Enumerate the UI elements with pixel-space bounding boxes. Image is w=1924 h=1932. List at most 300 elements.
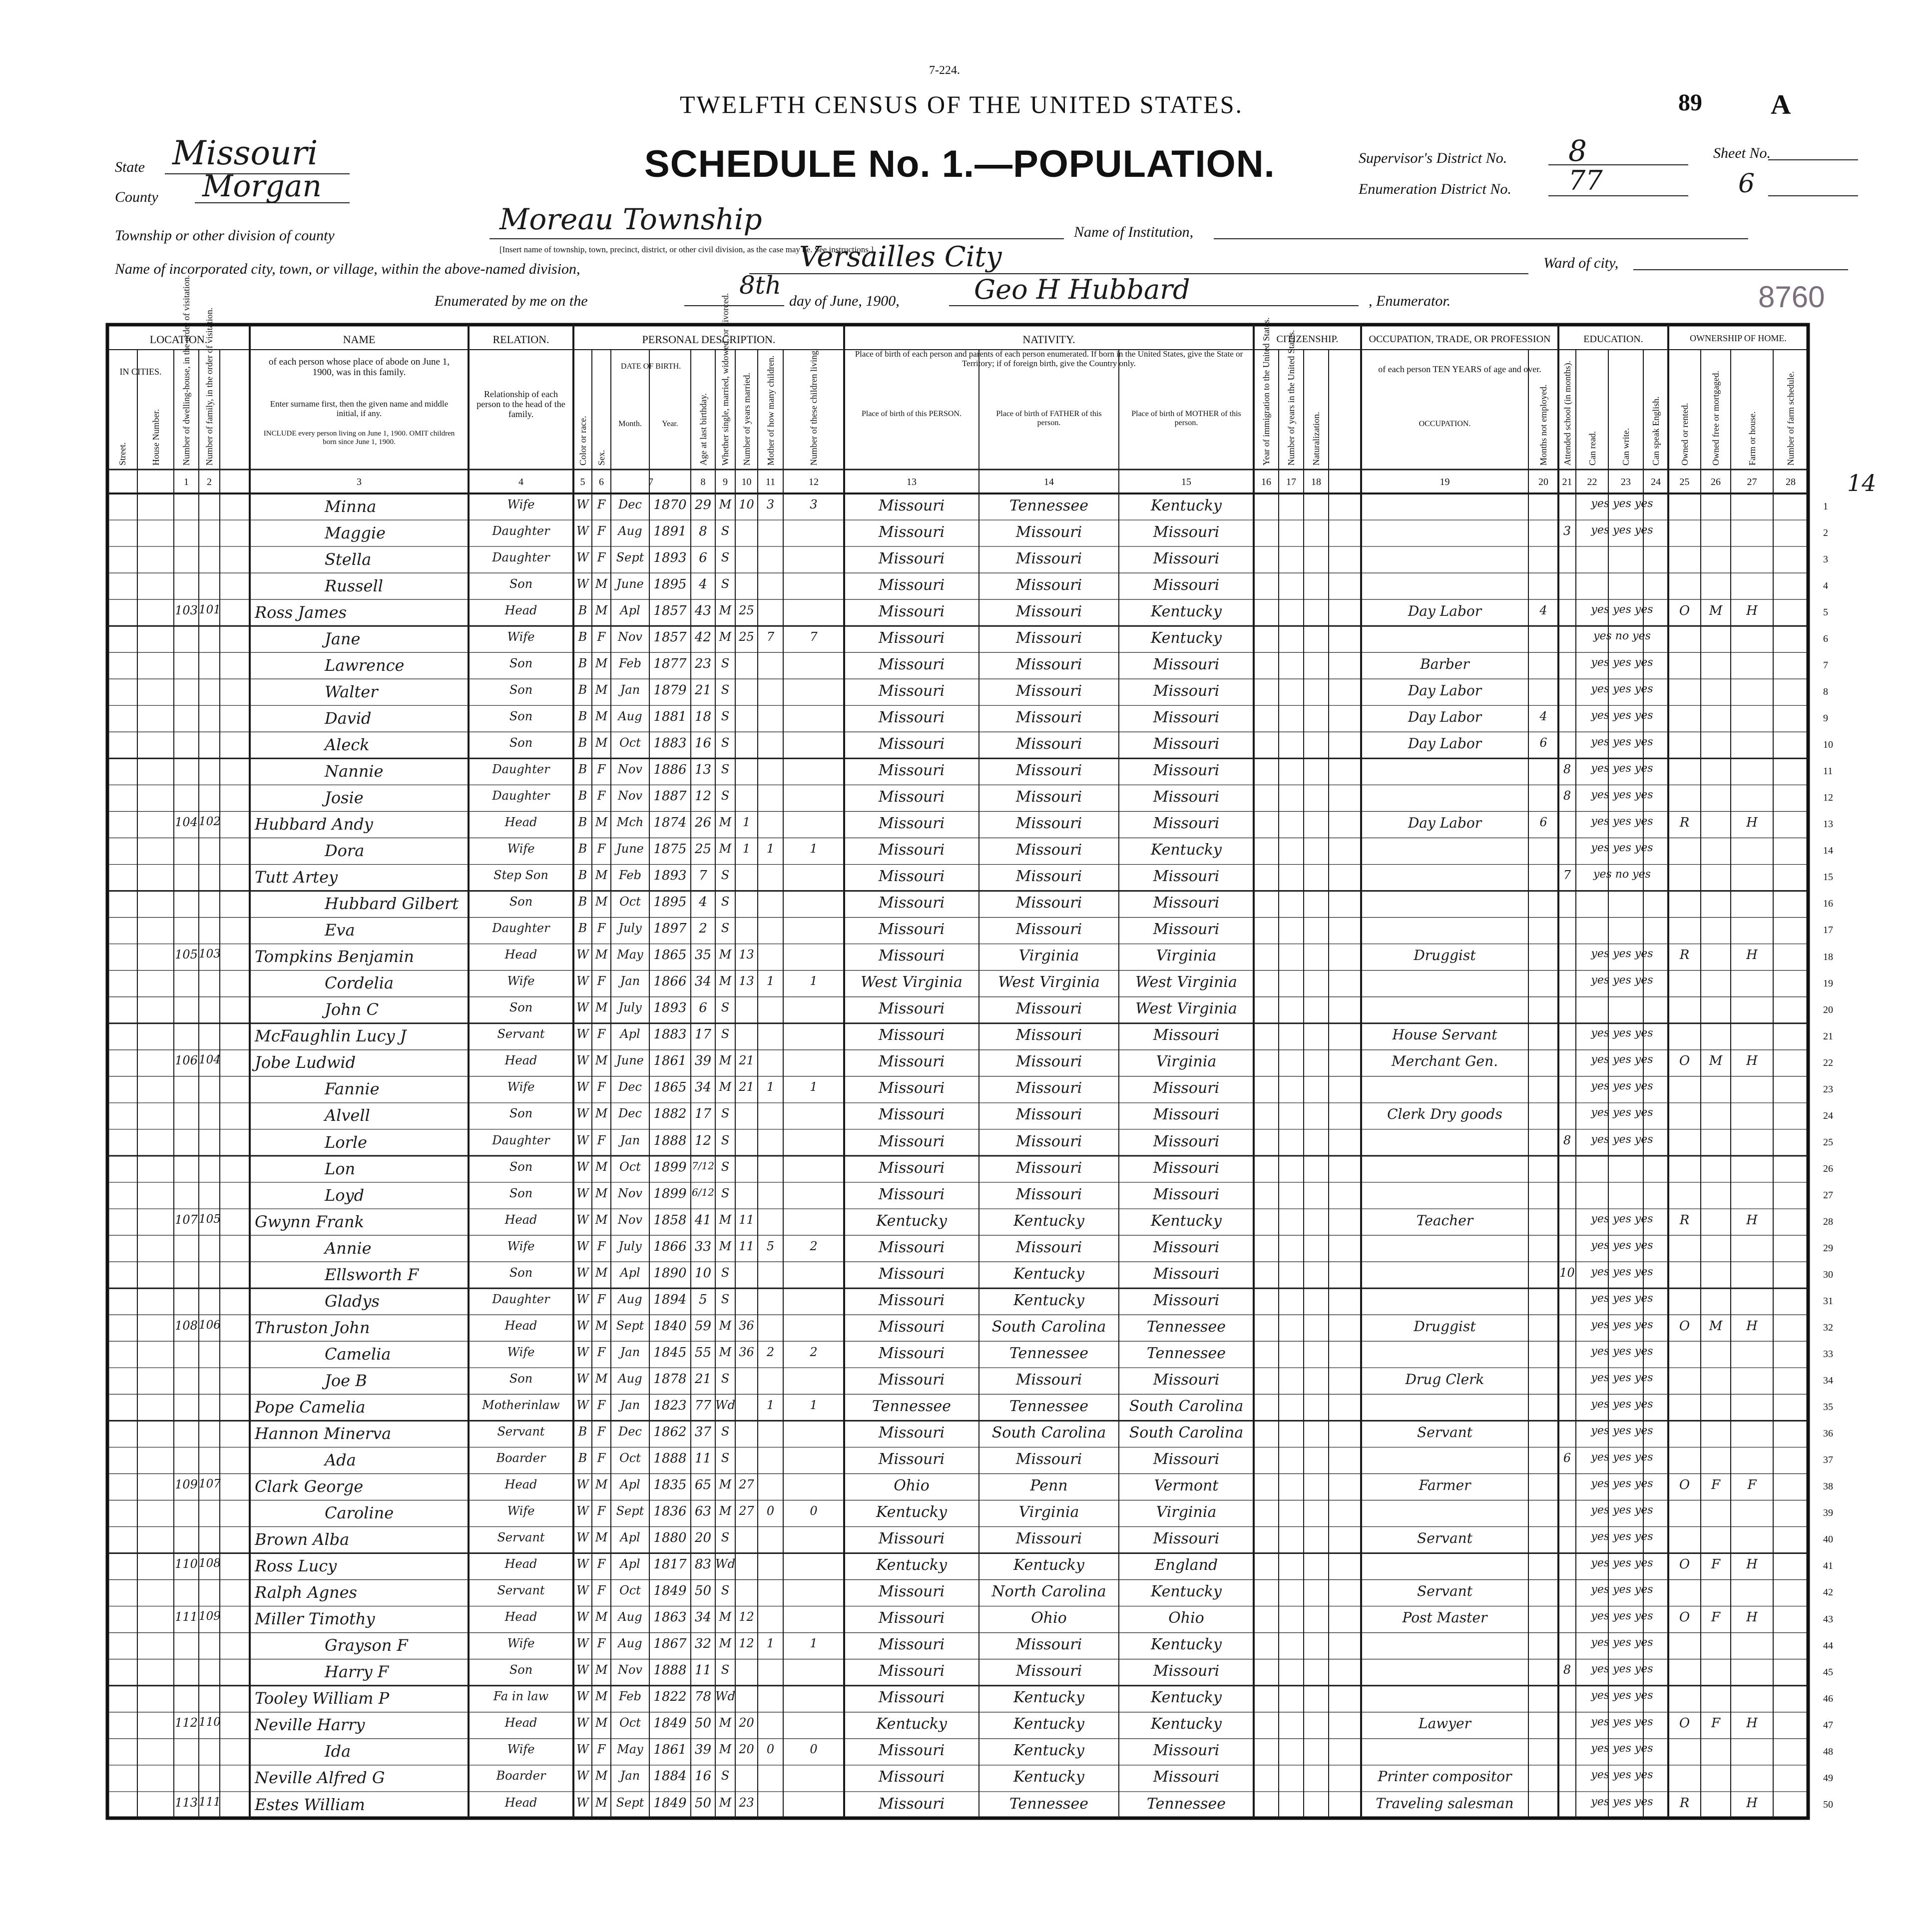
header-house: House Number. (150, 409, 161, 466)
owned-rented: R (1679, 948, 1690, 963)
birthplace-father: Kentucky (1013, 1212, 1084, 1230)
color-race: W (576, 1106, 589, 1121)
birthplace-mother: Missouri (1153, 1662, 1220, 1680)
relation: Son (509, 709, 533, 723)
header-name-instr: Enter surname first, then the given name and middle initial, if any. (270, 399, 449, 418)
age: 50 (694, 1583, 712, 1599)
age: 7 (699, 868, 707, 884)
line-number: 2 (1823, 527, 1828, 538)
page-stamp: 89 (1678, 89, 1702, 116)
sex: F (597, 629, 606, 644)
family-number: 107 (199, 1477, 221, 1491)
line-number: 28 (1823, 1216, 1833, 1227)
header-can-speak: Can speak English. (1651, 396, 1661, 466)
relation: Son (509, 1159, 533, 1174)
marital-status: S (721, 1106, 730, 1121)
age: 34 (694, 1080, 712, 1095)
column-number: 7 (648, 477, 653, 487)
relation: Wife (507, 629, 535, 644)
birthplace-mother: Missouri (1153, 1185, 1220, 1203)
farm-house: F (1747, 1477, 1757, 1493)
birth-year: 1881 (653, 709, 687, 724)
line-number: 36 (1823, 1428, 1833, 1440)
marital-status: S (721, 550, 730, 564)
mother-of-children: 1 (766, 1398, 775, 1412)
birthplace-mother: Virginia (1156, 1503, 1217, 1521)
sex: F (597, 1239, 606, 1253)
birth-year: 1863 (653, 1610, 687, 1625)
birthplace-father: Kentucky (1013, 1715, 1084, 1733)
birthplace-father: Virginia (1018, 1503, 1079, 1521)
occupation: Servant (1417, 1583, 1472, 1600)
read-write-speak: yes no yes (1593, 629, 1651, 642)
children-living: 1 (810, 842, 818, 856)
marital-status: M (719, 1636, 732, 1651)
line-number: 21 (1823, 1030, 1833, 1042)
birthplace-mother: Missouri (1153, 549, 1220, 567)
form-number: 7-224. (929, 64, 960, 77)
relation: Daughter (492, 1133, 550, 1147)
line-number: 35 (1823, 1402, 1833, 1413)
sex: M (595, 1318, 608, 1333)
occupation: Day Labor (1408, 602, 1482, 619)
sex: M (595, 1689, 608, 1704)
mother-of-children: 0 (766, 1504, 775, 1518)
line-number: 5 (1823, 607, 1828, 618)
school-months: 3 (1563, 523, 1571, 538)
person-name: Lon (325, 1159, 356, 1178)
marital-status: S (721, 1000, 730, 1015)
birth-month: Aug (618, 1610, 642, 1624)
birthplace-person: Missouri (878, 1185, 945, 1203)
children-living: 1 (810, 1080, 818, 1094)
occupation: Day Labor (1408, 708, 1482, 725)
children-living: 7 (810, 629, 818, 644)
birthplace-person: Ohio (894, 1477, 930, 1495)
relation: Wife (507, 1080, 535, 1094)
birthplace-father: Missouri (1015, 1238, 1082, 1256)
person-name: Thruston John (255, 1318, 370, 1337)
person-name: Brown Alba (255, 1530, 350, 1549)
color-race: W (576, 1795, 589, 1810)
age: 2 (699, 921, 707, 937)
birthplace-person: Missouri (878, 1768, 945, 1786)
birthplace-mother: Kentucky (1151, 1689, 1222, 1707)
occupation: Servant (1417, 1424, 1472, 1441)
read-write-speak: yes yes yes (1591, 1742, 1653, 1755)
line-number: 7 (1823, 660, 1828, 671)
person-name: Jane (325, 629, 361, 648)
birth-year: 1870 (653, 497, 687, 512)
owned-rented: O (1679, 1477, 1690, 1493)
column-number: 24 (1651, 477, 1661, 487)
color-race: W (576, 1610, 589, 1624)
birth-month: Feb (619, 656, 641, 670)
line-number: 32 (1823, 1322, 1833, 1334)
birthplace-mother: Missouri (1153, 523, 1220, 541)
age: 32 (694, 1636, 712, 1652)
farm-house: H (1746, 1610, 1758, 1625)
column-number: 8 (700, 477, 706, 487)
sex: F (597, 550, 606, 564)
color-race: W (576, 1318, 589, 1333)
birth-month: Jan (620, 1398, 640, 1412)
read-write-speak: yes yes yes (1591, 1716, 1653, 1729)
relation: Fa in law (493, 1689, 549, 1704)
birth-year: 1887 (653, 788, 687, 804)
sex: M (595, 1610, 608, 1624)
birthplace-mother: Missouri (1153, 735, 1220, 753)
person-name: Caroline (325, 1503, 394, 1523)
person-name: Jobe Ludwid (255, 1053, 356, 1072)
header-citizenship: CITIZENSHIP. (1276, 334, 1339, 345)
relation: Wife (507, 842, 535, 856)
person-name: Hubbard Gilbert (325, 894, 459, 914)
birth-year: 1891 (653, 523, 687, 539)
age: 21 (694, 682, 712, 698)
birthplace-person: Missouri (878, 549, 945, 567)
sex: M (595, 576, 608, 591)
relation: Head (504, 1212, 537, 1227)
relation: Daughter (492, 921, 550, 936)
county-value: Morgan (202, 169, 322, 204)
birth-year: 1890 (653, 1265, 687, 1281)
birth-month: Nov (617, 1186, 642, 1200)
header-occupation: OCCUPATION, TRADE, OR PROFESSION (1369, 334, 1551, 345)
free-mortgaged: F (1711, 1716, 1721, 1731)
farm-house: H (1746, 1557, 1758, 1572)
person-name: Lawrence (325, 655, 405, 675)
birthplace-person: West Virginia (861, 973, 962, 991)
line-number: 3 (1823, 553, 1828, 565)
birthplace-mother: Missouri (1153, 576, 1220, 594)
color-race: B (578, 603, 587, 617)
birthplace-mother: Kentucky (1151, 629, 1222, 647)
header-age: Age at last birthday. (698, 393, 708, 466)
birth-month: Sept (616, 1504, 644, 1518)
relation: Head (504, 1557, 537, 1571)
read-write-speak: yes yes yes (1591, 1371, 1653, 1384)
census-title: TWELFTH CENSUS OF THE UNITED STATES. (679, 90, 1244, 118)
line-number: 43 (1823, 1613, 1833, 1625)
birth-month: Dec (618, 497, 642, 511)
birthplace-father: Missouri (1015, 1079, 1082, 1097)
occupation: House Servant (1392, 1026, 1497, 1043)
color-race: W (576, 1239, 589, 1253)
birthplace-father: Missouri (1015, 894, 1082, 912)
age: 55 (694, 1345, 712, 1360)
column-number: 16 (1261, 477, 1271, 487)
birth-year: 1882 (653, 1106, 687, 1122)
line-number: 4 (1823, 580, 1828, 591)
person-name: Neville Harry (255, 1715, 365, 1735)
sex: M (595, 1053, 608, 1068)
birthplace-mother: Missouri (1153, 1159, 1220, 1177)
birth-month: Sept (616, 1318, 644, 1333)
years-married: 36 (739, 1318, 754, 1333)
birthplace-father: Missouri (1015, 655, 1082, 673)
birth-month: Aug (618, 1371, 642, 1386)
birthplace-father: Tennessee (1009, 1344, 1089, 1362)
birthplace-mother: Missouri (1153, 1238, 1220, 1256)
color-race: W (576, 1371, 589, 1386)
column-number: 18 (1311, 477, 1321, 487)
relation: Head (504, 1477, 537, 1492)
birthplace-mother: Vermont (1154, 1477, 1219, 1495)
person-name: Ellsworth F (325, 1265, 419, 1284)
person-name: Ida (325, 1742, 351, 1761)
header-dob: DATE OF BIRTH. (620, 362, 681, 371)
line-number: 48 (1823, 1746, 1833, 1757)
person-name: Harry F (325, 1662, 389, 1682)
birthplace-person: Missouri (878, 1132, 945, 1150)
person-name: John C (325, 1000, 379, 1019)
relation: Head (504, 1318, 537, 1333)
birthplace-mother: Missouri (1153, 1265, 1220, 1283)
birthplace-person: Missouri (878, 921, 945, 939)
dwelling-number: 111 (175, 1610, 198, 1624)
birth-year: 1861 (653, 1742, 687, 1758)
person-name: David (325, 708, 372, 728)
sex: M (595, 1795, 608, 1810)
birth-month: Dec (618, 1424, 642, 1439)
line-number: 46 (1823, 1693, 1833, 1704)
age: 29 (694, 497, 712, 512)
age: 13 (694, 762, 712, 777)
age: 37 (694, 1424, 712, 1440)
line-number: 44 (1823, 1640, 1833, 1651)
occupation: Post Master (1402, 1609, 1487, 1626)
line-number: 50 (1823, 1799, 1833, 1810)
years-married: 20 (739, 1742, 754, 1757)
birthplace-person: Missouri (878, 1689, 945, 1707)
column-number: 11 (765, 477, 776, 487)
relation: Wife (507, 1742, 535, 1757)
marital-status: S (721, 1769, 730, 1783)
birthplace-mother: Virginia (1156, 1053, 1217, 1071)
birth-month: Nov (617, 788, 642, 803)
years-married: 20 (739, 1716, 754, 1730)
marital-status: S (721, 1292, 730, 1306)
birth-month: June (616, 1053, 644, 1068)
years-married: 25 (739, 629, 754, 644)
marital-status: M (719, 1742, 732, 1757)
age: 26 (694, 815, 712, 831)
marital-status: M (719, 948, 732, 962)
birthplace-father: Missouri (1015, 761, 1082, 779)
birth-year: 1878 (653, 1371, 687, 1387)
person-name: Miller Timothy (255, 1609, 375, 1629)
birth-year: 1849 (653, 1583, 687, 1599)
age: 16 (694, 735, 712, 751)
birthplace-mother: Missouri (1153, 761, 1220, 779)
marital-status: S (721, 762, 730, 776)
birth-year: 1893 (653, 868, 687, 884)
birthplace-person: Missouri (878, 1318, 945, 1336)
sex: F (597, 1583, 606, 1598)
header-can-read: Can read. (1587, 431, 1597, 466)
dwelling-number: 104 (175, 815, 198, 830)
header-personal: PERSONAL DESCRIPTION. (642, 333, 776, 346)
birthplace-person: Missouri (878, 1795, 945, 1813)
birth-year: 1836 (653, 1504, 687, 1519)
occupation: Farmer (1419, 1477, 1471, 1494)
birthplace-person: Missouri (878, 1583, 945, 1601)
birthplace-mother: Missouri (1153, 1371, 1220, 1389)
age: 20 (694, 1530, 712, 1546)
color-race: W (576, 1000, 589, 1015)
header-farm: Farm or house. (1747, 411, 1757, 466)
children-living: 0 (810, 1742, 818, 1757)
occupation: Druggist (1414, 947, 1476, 964)
birthplace-person: Missouri (878, 788, 945, 806)
read-write-speak: yes yes yes (1591, 1239, 1653, 1252)
age: 11 (694, 1450, 712, 1466)
birth-year: 1897 (653, 921, 687, 937)
family-number: 102 (199, 815, 221, 829)
color-race: W (576, 974, 589, 988)
dwelling-number: 113 (175, 1795, 198, 1810)
birthplace-father: North Carolina (991, 1583, 1106, 1601)
sex: F (597, 921, 606, 936)
years-married: 23 (739, 1795, 754, 1810)
sex: M (595, 1663, 608, 1677)
read-write-speak: yes yes yes (1591, 974, 1653, 987)
enumerator-suffix: , Enumerator. (1369, 293, 1451, 309)
relation: Step Son (493, 868, 548, 883)
years-married: 21 (739, 1053, 754, 1068)
birthplace-mother: Missouri (1153, 708, 1220, 726)
header-farm-schedule: Number of farm schedule. (1786, 371, 1796, 466)
color-race: W (576, 1769, 589, 1783)
birth-year: 1857 (653, 629, 687, 645)
school-months: 8 (1563, 788, 1571, 803)
years-married: 11 (739, 1239, 754, 1253)
header-nativity-sub: Place of birth of each person and parents of each person enumerated. If born in the United States, give the State or Territory; if of foreign birth, give the Country only. (855, 349, 1243, 368)
relation: Daughter (492, 523, 550, 538)
age: 23 (694, 656, 712, 671)
marital-status: S (721, 1265, 730, 1280)
age: 12 (694, 788, 712, 804)
column-number: 17 (1286, 477, 1296, 487)
birthplace-person: Kentucky (876, 1715, 947, 1733)
birthplace-person: Missouri (878, 1424, 945, 1442)
birthplace-father: Missouri (1015, 708, 1082, 726)
owned-rented: O (1679, 1557, 1690, 1572)
birthplace-mother: Missouri (1153, 894, 1220, 912)
color-race: W (576, 1557, 589, 1571)
line-number: 25 (1823, 1136, 1833, 1148)
column-number: 4 (518, 477, 523, 487)
birth-month: Nov (617, 1212, 642, 1227)
children-living: 2 (810, 1239, 818, 1253)
line-number: 15 (1823, 872, 1833, 883)
years-married: 27 (739, 1504, 754, 1518)
dwelling-number: 103 (175, 603, 198, 617)
person-name: Ross James (255, 602, 347, 622)
header-free: Owned free or mortgaged. (1711, 371, 1721, 466)
color-race: W (576, 1663, 589, 1677)
relation: Wife (507, 1345, 535, 1359)
marital-status: S (721, 1027, 730, 1041)
age: 10 (694, 1265, 712, 1281)
dwelling-number: 110 (175, 1557, 198, 1571)
birthplace-father: Kentucky (1013, 1689, 1084, 1707)
family-number: 101 (199, 603, 221, 616)
line-number: 9 (1823, 713, 1828, 724)
read-write-speak: yes yes yes (1591, 1212, 1653, 1225)
years-married: 25 (739, 603, 754, 617)
school-months: 8 (1563, 1663, 1571, 1677)
header-ownership: OWNERSHIP OF HOME. (1690, 333, 1787, 343)
birth-month: Apl (620, 603, 640, 617)
years-married: 12 (739, 1610, 754, 1624)
age: 59 (694, 1318, 712, 1334)
enumeration-value: 77 (1568, 165, 1603, 196)
age: 65 (694, 1477, 712, 1493)
age: 6 (699, 550, 707, 565)
birthplace-father: Kentucky (1013, 1291, 1084, 1309)
sex: M (595, 868, 608, 883)
owned-rented: O (1679, 1610, 1690, 1625)
header-name-sub: of each person whose place of abode on June 1, 1900, was in this family. (269, 357, 450, 378)
sex: F (597, 1450, 606, 1465)
birthplace-person: Missouri (878, 1265, 945, 1283)
birth-year: 1867 (653, 1636, 687, 1652)
enumeration-label: Enumeration District No. (1359, 181, 1511, 197)
birthplace-mother: Missouri (1153, 1132, 1220, 1150)
sex: M (595, 1265, 608, 1280)
line-number: 39 (1823, 1507, 1833, 1519)
age: 41 (694, 1212, 712, 1228)
dwelling-number: 112 (175, 1716, 198, 1730)
header-unemployed: Months not employed. (1538, 384, 1548, 466)
read-write-speak: yes yes yes (1591, 1636, 1653, 1649)
color-race: B (578, 921, 587, 936)
person-name: Annie (325, 1238, 372, 1258)
header-years-married: Number of years married. (741, 373, 752, 466)
birth-month: Feb (619, 868, 641, 883)
sex: F (597, 1133, 606, 1147)
column-number: 27 (1747, 477, 1757, 487)
birth-month: Dec (618, 1080, 642, 1094)
birth-year: 1865 (653, 948, 687, 963)
birthplace-person: Missouri (878, 1742, 945, 1760)
birth-year: 1886 (653, 762, 687, 777)
header-pob-father: Place of birth of FATHER of this person. (996, 410, 1102, 427)
header-name-instr2: INCLUDE every person living on June 1, 1900. OMIT children born since June 1, 1900. (263, 430, 455, 446)
school-months: 10 (1559, 1265, 1575, 1280)
color-race: W (576, 576, 589, 591)
mother-of-children: 1 (766, 974, 775, 988)
color-race: W (576, 1186, 589, 1200)
ward-label: Ward of city, (1543, 255, 1619, 271)
person-name: Loyd (325, 1185, 365, 1205)
birth-month: Oct (619, 1716, 641, 1730)
person-name: Neville Alfred G (255, 1768, 385, 1788)
person-name: Dora (325, 841, 365, 861)
marital-status: S (721, 1159, 730, 1174)
birthplace-mother: West Virginia (1135, 973, 1237, 991)
birthplace-father: Missouri (1015, 735, 1082, 753)
read-write-speak: yes yes yes (1591, 1795, 1653, 1808)
sex: M (595, 948, 608, 962)
birth-month: Oct (619, 1159, 641, 1174)
header-pob-mother: Place of birth of MOTHER of this person. (1131, 410, 1241, 427)
birthplace-father: Tennessee (1009, 1795, 1089, 1813)
marital-status: S (721, 788, 730, 803)
color-race: W (576, 1742, 589, 1757)
